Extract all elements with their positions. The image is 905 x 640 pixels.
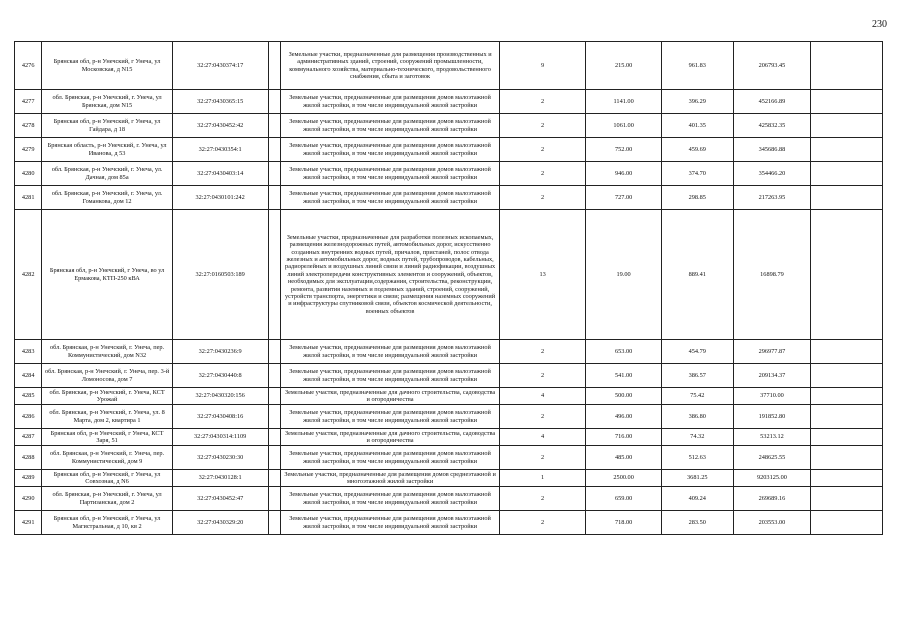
land-purpose-cell: Земельные участки, предназначенные для размещения домов малоэтажной жилой застройки, в том числе индивидуальной жилой застройки xyxy=(281,340,500,364)
address-cell: обл. Брянская, р-н Унечский, г. Унеча, пер. Коммунистический, дом 9 xyxy=(42,446,172,470)
row-id-cell: 4291 xyxy=(15,511,42,535)
address-cell: Брянская обл, р-н Унечский, г Унеча, ул Гайдара, д 18 xyxy=(42,114,172,138)
table-row xyxy=(15,429,883,446)
cadastral-value-cell: 9203125.00 xyxy=(733,470,811,487)
table-row xyxy=(15,446,883,470)
cadastral-value-cell: 191852.80 xyxy=(733,405,811,429)
group-number-cell: 2 xyxy=(499,90,585,114)
specific-value-cell: 75.42 xyxy=(662,388,734,405)
cadastral-number-cell: 32:27:0430236:9 xyxy=(172,340,268,364)
specific-value-cell: 74.32 xyxy=(662,429,734,446)
specific-value-cell: 386.80 xyxy=(662,405,734,429)
table-row xyxy=(15,487,883,511)
specific-value-cell: 459.69 xyxy=(662,138,734,162)
cadastral-value-cell: 203553.00 xyxy=(733,511,811,535)
empty-cell xyxy=(811,405,883,429)
page-number: 230 xyxy=(872,19,887,30)
table-row xyxy=(15,114,883,138)
cadastral-value-table xyxy=(14,41,883,535)
empty-cell xyxy=(811,511,883,535)
cadastral-value-cell: 209134.37 xyxy=(733,364,811,388)
spacer-cell xyxy=(268,405,281,429)
group-number-cell: 2 xyxy=(499,138,585,162)
address-cell: обл. Брянская, р-н Унечский, г. Унеча, ул. Дачная, дом 85а xyxy=(42,162,172,186)
table-row xyxy=(15,90,883,114)
spacer-cell xyxy=(268,210,281,340)
land-purpose-cell: Земельные участки, предназначенные для размещения домов малоэтажной жилой застройки, в том числе индивидуальной жилой застройки xyxy=(281,487,500,511)
cadastral-number-cell: 32:27:0430354:1 xyxy=(172,138,268,162)
empty-cell xyxy=(811,388,883,405)
address-cell: Брянская область, р-н Унечский, г. Унеча, ул Иванова, д 53 xyxy=(42,138,172,162)
cadastral-value-cell: 217263.95 xyxy=(733,186,811,210)
spacer-cell xyxy=(268,487,281,511)
group-number-cell: 2 xyxy=(499,162,585,186)
empty-cell xyxy=(811,210,883,340)
group-number-cell: 13 xyxy=(499,210,585,340)
specific-value-cell: 298.85 xyxy=(662,186,734,210)
empty-cell xyxy=(811,90,883,114)
cadastral-number-cell: 32:27:0430403:14 xyxy=(172,162,268,186)
land-purpose-cell: Земельные участки, предназначенные для размещения домов малоэтажной жилой застройки, в том числе индивидуальной жилой застройки xyxy=(281,364,500,388)
specific-value-cell: 3681.25 xyxy=(662,470,734,487)
land-purpose-cell: Земельные участки, предназначенные для дачного строительства, садоводства и огородничества xyxy=(281,429,500,446)
row-id-cell: 4278 xyxy=(15,114,42,138)
cadastral-number-cell: 32:27:0430452:42 xyxy=(172,114,268,138)
address-cell: обл. Брянская, р-н Унечский, г. Унеча, ул. Гоманкова, дом 12 xyxy=(42,186,172,210)
address-cell: Брянская обл, р-н Унечский, г Унеча, КСТ Заря, 51 xyxy=(42,429,172,446)
land-purpose-cell: Земельные участки, предназначенные для дачного строительства, садоводства и огородничества xyxy=(281,388,500,405)
land-purpose-cell: Земельные участки, предназначенные для размещения домов малоэтажной жилой застройки, в том числе индивидуальной жилой застройки xyxy=(281,162,500,186)
area-cell: 541.00 xyxy=(586,364,662,388)
spacer-cell xyxy=(268,470,281,487)
spacer-cell xyxy=(268,42,281,90)
table-row xyxy=(15,405,883,429)
group-number-cell: 1 xyxy=(499,470,585,487)
specific-value-cell: 283.50 xyxy=(662,511,734,535)
group-number-cell: 2 xyxy=(499,446,585,470)
table-row xyxy=(15,388,883,405)
empty-cell xyxy=(811,446,883,470)
address-cell: Брянская обл, р-н Унечский, г Унеча, ул Магистральная, д 10, кв 2 xyxy=(42,511,172,535)
specific-value-cell: 454.79 xyxy=(662,340,734,364)
cadastral-value-cell: 16898.79 xyxy=(733,210,811,340)
cadastral-number-cell: 32:27:0430440:8 xyxy=(172,364,268,388)
specific-value-cell: 401.35 xyxy=(662,114,734,138)
address-cell: обл. Брянская, р-н Унечский, г. Унеча, пер. 3-й Ломоносова, дом 7 xyxy=(42,364,172,388)
group-number-cell: 9 xyxy=(499,42,585,90)
spacer-cell xyxy=(268,364,281,388)
cadastral-value-cell: 53213.12 xyxy=(733,429,811,446)
row-id-cell: 4282 xyxy=(15,210,42,340)
area-cell: 1141.00 xyxy=(586,90,662,114)
area-cell: 653.00 xyxy=(586,340,662,364)
spacer-cell xyxy=(268,138,281,162)
spacer-cell xyxy=(268,429,281,446)
row-id-cell: 4286 xyxy=(15,405,42,429)
area-cell: 2500.00 xyxy=(586,470,662,487)
address-cell: обл. Брянская, р-н Унечский, г. Унеча, КСТ Урожай xyxy=(42,388,172,405)
row-id-cell: 4290 xyxy=(15,487,42,511)
specific-value-cell: 409.24 xyxy=(662,487,734,511)
empty-cell xyxy=(811,114,883,138)
table-row xyxy=(15,511,883,535)
empty-cell xyxy=(811,42,883,90)
specific-value-cell: 396.29 xyxy=(662,90,734,114)
row-id-cell: 4287 xyxy=(15,429,42,446)
row-id-cell: 4280 xyxy=(15,162,42,186)
area-cell: 752.00 xyxy=(586,138,662,162)
land-purpose-cell: Земельные участки, предназначенные для размещения домов малоэтажной жилой застройки, в том числе индивидуальной жилой застройки xyxy=(281,405,500,429)
area-cell: 500.00 xyxy=(586,388,662,405)
land-purpose-cell: Земельные участки, предназначенные для размещения домов малоэтажной жилой застройки, в том числе индивидуальной жилой застройки xyxy=(281,186,500,210)
cadastral-value-cell: 37710.00 xyxy=(733,388,811,405)
address-cell: обл. Брянская, р-н Унечский, г. Унеча, пер. Коммунистический, дом N32 xyxy=(42,340,172,364)
group-number-cell: 2 xyxy=(499,340,585,364)
empty-cell xyxy=(811,429,883,446)
row-id-cell: 4284 xyxy=(15,364,42,388)
group-number-cell: 2 xyxy=(499,405,585,429)
spacer-cell xyxy=(268,114,281,138)
group-number-cell: 4 xyxy=(499,429,585,446)
area-cell: 215.00 xyxy=(586,42,662,90)
table-row xyxy=(15,340,883,364)
cadastral-value-cell: 269689.16 xyxy=(733,487,811,511)
empty-cell xyxy=(811,364,883,388)
table-row xyxy=(15,364,883,388)
address-cell: обл. Брянская, р-н Унечский, г. Унеча, ул. 8 Марта, дом 2, квартира 1 xyxy=(42,405,172,429)
cadastral-number-cell: 32:27:0430374:17 xyxy=(172,42,268,90)
cadastral-number-cell: 32:27:0430408:16 xyxy=(172,405,268,429)
cadastral-number-cell: 32:27:0430128:1 xyxy=(172,470,268,487)
table-row xyxy=(15,210,883,340)
empty-cell xyxy=(811,470,883,487)
spacer-cell xyxy=(268,340,281,364)
row-id-cell: 4277 xyxy=(15,90,42,114)
land-purpose-cell: Земельные участки, предназначенные для размещения домов малоэтажной жилой застройки, в том числе индивидуальной жилой застройки xyxy=(281,446,500,470)
spacer-cell xyxy=(268,162,281,186)
area-cell: 727.00 xyxy=(586,186,662,210)
group-number-cell: 2 xyxy=(499,364,585,388)
cadastral-number-cell: 32:27:0430452:47 xyxy=(172,487,268,511)
spacer-cell xyxy=(268,186,281,210)
spacer-cell xyxy=(268,446,281,470)
land-purpose-cell: Земельные участки, предназначенные для размещения домов малоэтажной жилой застройки, в том числе индивидуальной жилой застройки xyxy=(281,511,500,535)
table-row xyxy=(15,42,883,90)
cadastral-number-cell: 32:27:0430320:156 xyxy=(172,388,268,405)
group-number-cell: 2 xyxy=(499,114,585,138)
table-row xyxy=(15,138,883,162)
specific-value-cell: 512.63 xyxy=(662,446,734,470)
address-cell: Брянская обл, р-н Унечский, г Унеча, во ул Ермакова, КТП-250 кВА xyxy=(42,210,172,340)
address-cell: Брянская обл, р-н Унечский, г Унеча, ул Московская, д N15 xyxy=(42,42,172,90)
address-cell: Брянская обл, р-н Унечский, г Унеча, ул Совхозная, д N6 xyxy=(42,470,172,487)
cadastral-number-cell: 32:27:0430230:30 xyxy=(172,446,268,470)
spacer-cell xyxy=(268,511,281,535)
cadastral-number-cell: 32:27:0430101:242 xyxy=(172,186,268,210)
row-id-cell: 4279 xyxy=(15,138,42,162)
area-cell: 19.00 xyxy=(586,210,662,340)
empty-cell xyxy=(811,487,883,511)
spacer-cell xyxy=(268,90,281,114)
land-purpose-cell: Земельные участки, предназначенные для размещения производственных и административных зданий, строений, сооружений промышленности, коммунального хозяйства, материально-технического, продовольственного снабжения, сбыта и заготовок xyxy=(281,42,500,90)
specific-value-cell: 961.83 xyxy=(662,42,734,90)
table-row xyxy=(15,162,883,186)
row-id-cell: 4283 xyxy=(15,340,42,364)
empty-cell xyxy=(811,162,883,186)
specific-value-cell: 374.70 xyxy=(662,162,734,186)
area-cell: 718.00 xyxy=(586,511,662,535)
cadastral-value-cell: 425832.35 xyxy=(733,114,811,138)
group-number-cell: 2 xyxy=(499,487,585,511)
group-number-cell: 4 xyxy=(499,388,585,405)
cadastral-number-cell: 32:27:0160503:189 xyxy=(172,210,268,340)
cadastral-number-cell: 32:27:0430314:1109 xyxy=(172,429,268,446)
cadastral-value-cell: 345686.88 xyxy=(733,138,811,162)
cadastral-value-cell: 248625.55 xyxy=(733,446,811,470)
row-id-cell: 4288 xyxy=(15,446,42,470)
area-cell: 485.00 xyxy=(586,446,662,470)
group-number-cell: 2 xyxy=(499,186,585,210)
land-purpose-cell: Земельные участки, предназначенные для размещения домов среднеэтажной и многоэтажной жилой застройки xyxy=(281,470,500,487)
address-cell: обл. Брянская, р-н Унечский, г. Унеча, ул Брянская, дом N15 xyxy=(42,90,172,114)
table-row xyxy=(15,470,883,487)
address-cell: обл. Брянская, р-н Унечский, г. Унеча, ул Партизанская, дом 2 xyxy=(42,487,172,511)
row-id-cell: 4285 xyxy=(15,388,42,405)
specific-value-cell: 889.41 xyxy=(662,210,734,340)
cadastral-number-cell: 32:27:0430329:20 xyxy=(172,511,268,535)
area-cell: 716.00 xyxy=(586,429,662,446)
land-purpose-cell: Земельные участки, предназначенные для размещения домов малоэтажной жилой застройки, в том числе индивидуальной жилой застройки xyxy=(281,114,500,138)
spacer-cell xyxy=(268,388,281,405)
empty-cell xyxy=(811,340,883,364)
table-row xyxy=(15,186,883,210)
group-number-cell: 2 xyxy=(499,511,585,535)
cadastral-value-cell: 354466.20 xyxy=(733,162,811,186)
cadastral-value-cell: 296977.87 xyxy=(733,340,811,364)
land-purpose-cell: Земельные участки, предназначенные для размещения домов малоэтажной жилой застройки, в том числе индивидуальной жилой застройки xyxy=(281,90,500,114)
land-purpose-cell: Земельные участки, предназначенные для разработки полезных ископаемых, размещения железнодорожных путей, автомобильных дорог, искусственно созданных внутренних водных путей, причалов, пристаней, полос отвода железных и автомобильных дорог, водных путей, трубопроводов, кабельных, радиорелейных и воздушных линий связи и линий радиофикации, воздушных линий электропередачи конструктивных элементов и сооружений, объектов, необходимых для эксплуатации,содержания, строительства, реконструкции, ремонта, развития наземных и подземных зданий, строений, сооружений, устройств транспорта, энергетики и связи; размещения наземных сооружений и инфраструктуры спутниковой связи, объектов космической деятельности, военных объектов xyxy=(281,210,500,340)
area-cell: 659.00 xyxy=(586,487,662,511)
cadastral-value-cell: 452166.89 xyxy=(733,90,811,114)
row-id-cell: 4289 xyxy=(15,470,42,487)
table-body xyxy=(15,42,883,535)
land-purpose-cell: Земельные участки, предназначенные для размещения домов малоэтажной жилой застройки, в том числе индивидуальной жилой застройки xyxy=(281,138,500,162)
empty-cell xyxy=(811,138,883,162)
area-cell: 1061.00 xyxy=(586,114,662,138)
cadastral-number-cell: 32:27:0430365:15 xyxy=(172,90,268,114)
row-id-cell: 4281 xyxy=(15,186,42,210)
row-id-cell: 4276 xyxy=(15,42,42,90)
specific-value-cell: 386.57 xyxy=(662,364,734,388)
area-cell: 946.00 xyxy=(586,162,662,186)
empty-cell xyxy=(811,186,883,210)
area-cell: 496.00 xyxy=(586,405,662,429)
cadastral-value-cell: 206793.45 xyxy=(733,42,811,90)
